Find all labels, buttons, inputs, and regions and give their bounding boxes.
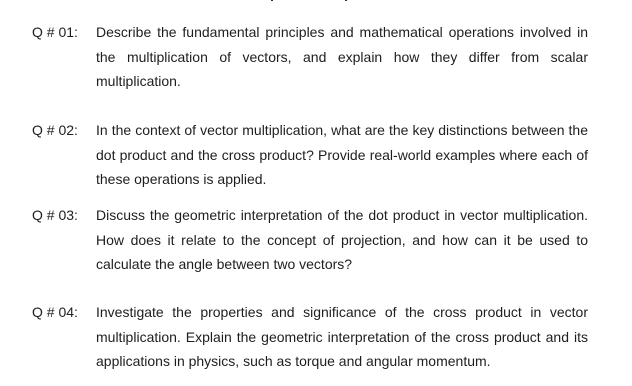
question-text: Discuss the geometric interpretation of the dot product in vector multiplication. How does it relate to the concept of projection, and how can it be used to calculate the angle between two vectors? [96, 207, 588, 272]
cropped-glyph [345, 0, 347, 1]
question-item [32, 203, 588, 277]
question-label: Q # 01: [32, 24, 78, 40]
question-label: Q # 02: [32, 122, 78, 138]
question-text: Investigate the properties and significance of the cross product in vector multiplication. Explain the geometric interpretation of the cross product and its applications in physics, such as torque and angular momentum. [96, 304, 588, 369]
cropped-glyph [271, 0, 273, 1]
question-label: Q # 03: [32, 207, 78, 223]
question-text: In the context of vector multiplication, what are the key distinctions between the dot product and the cross product? Provide real-world examples where each of these operations is applied. [96, 122, 588, 187]
question-label: Q # 04: [32, 304, 78, 320]
question-text: Describe the fundamental principles and mathematical operations involved in the multiplication of vectors, and explain how they differ from scalar multiplication. [96, 24, 588, 89]
question-item [32, 300, 588, 374]
question-item [32, 118, 588, 192]
question-item [32, 20, 588, 94]
cropped-top-text-fragment [265, 0, 355, 4]
